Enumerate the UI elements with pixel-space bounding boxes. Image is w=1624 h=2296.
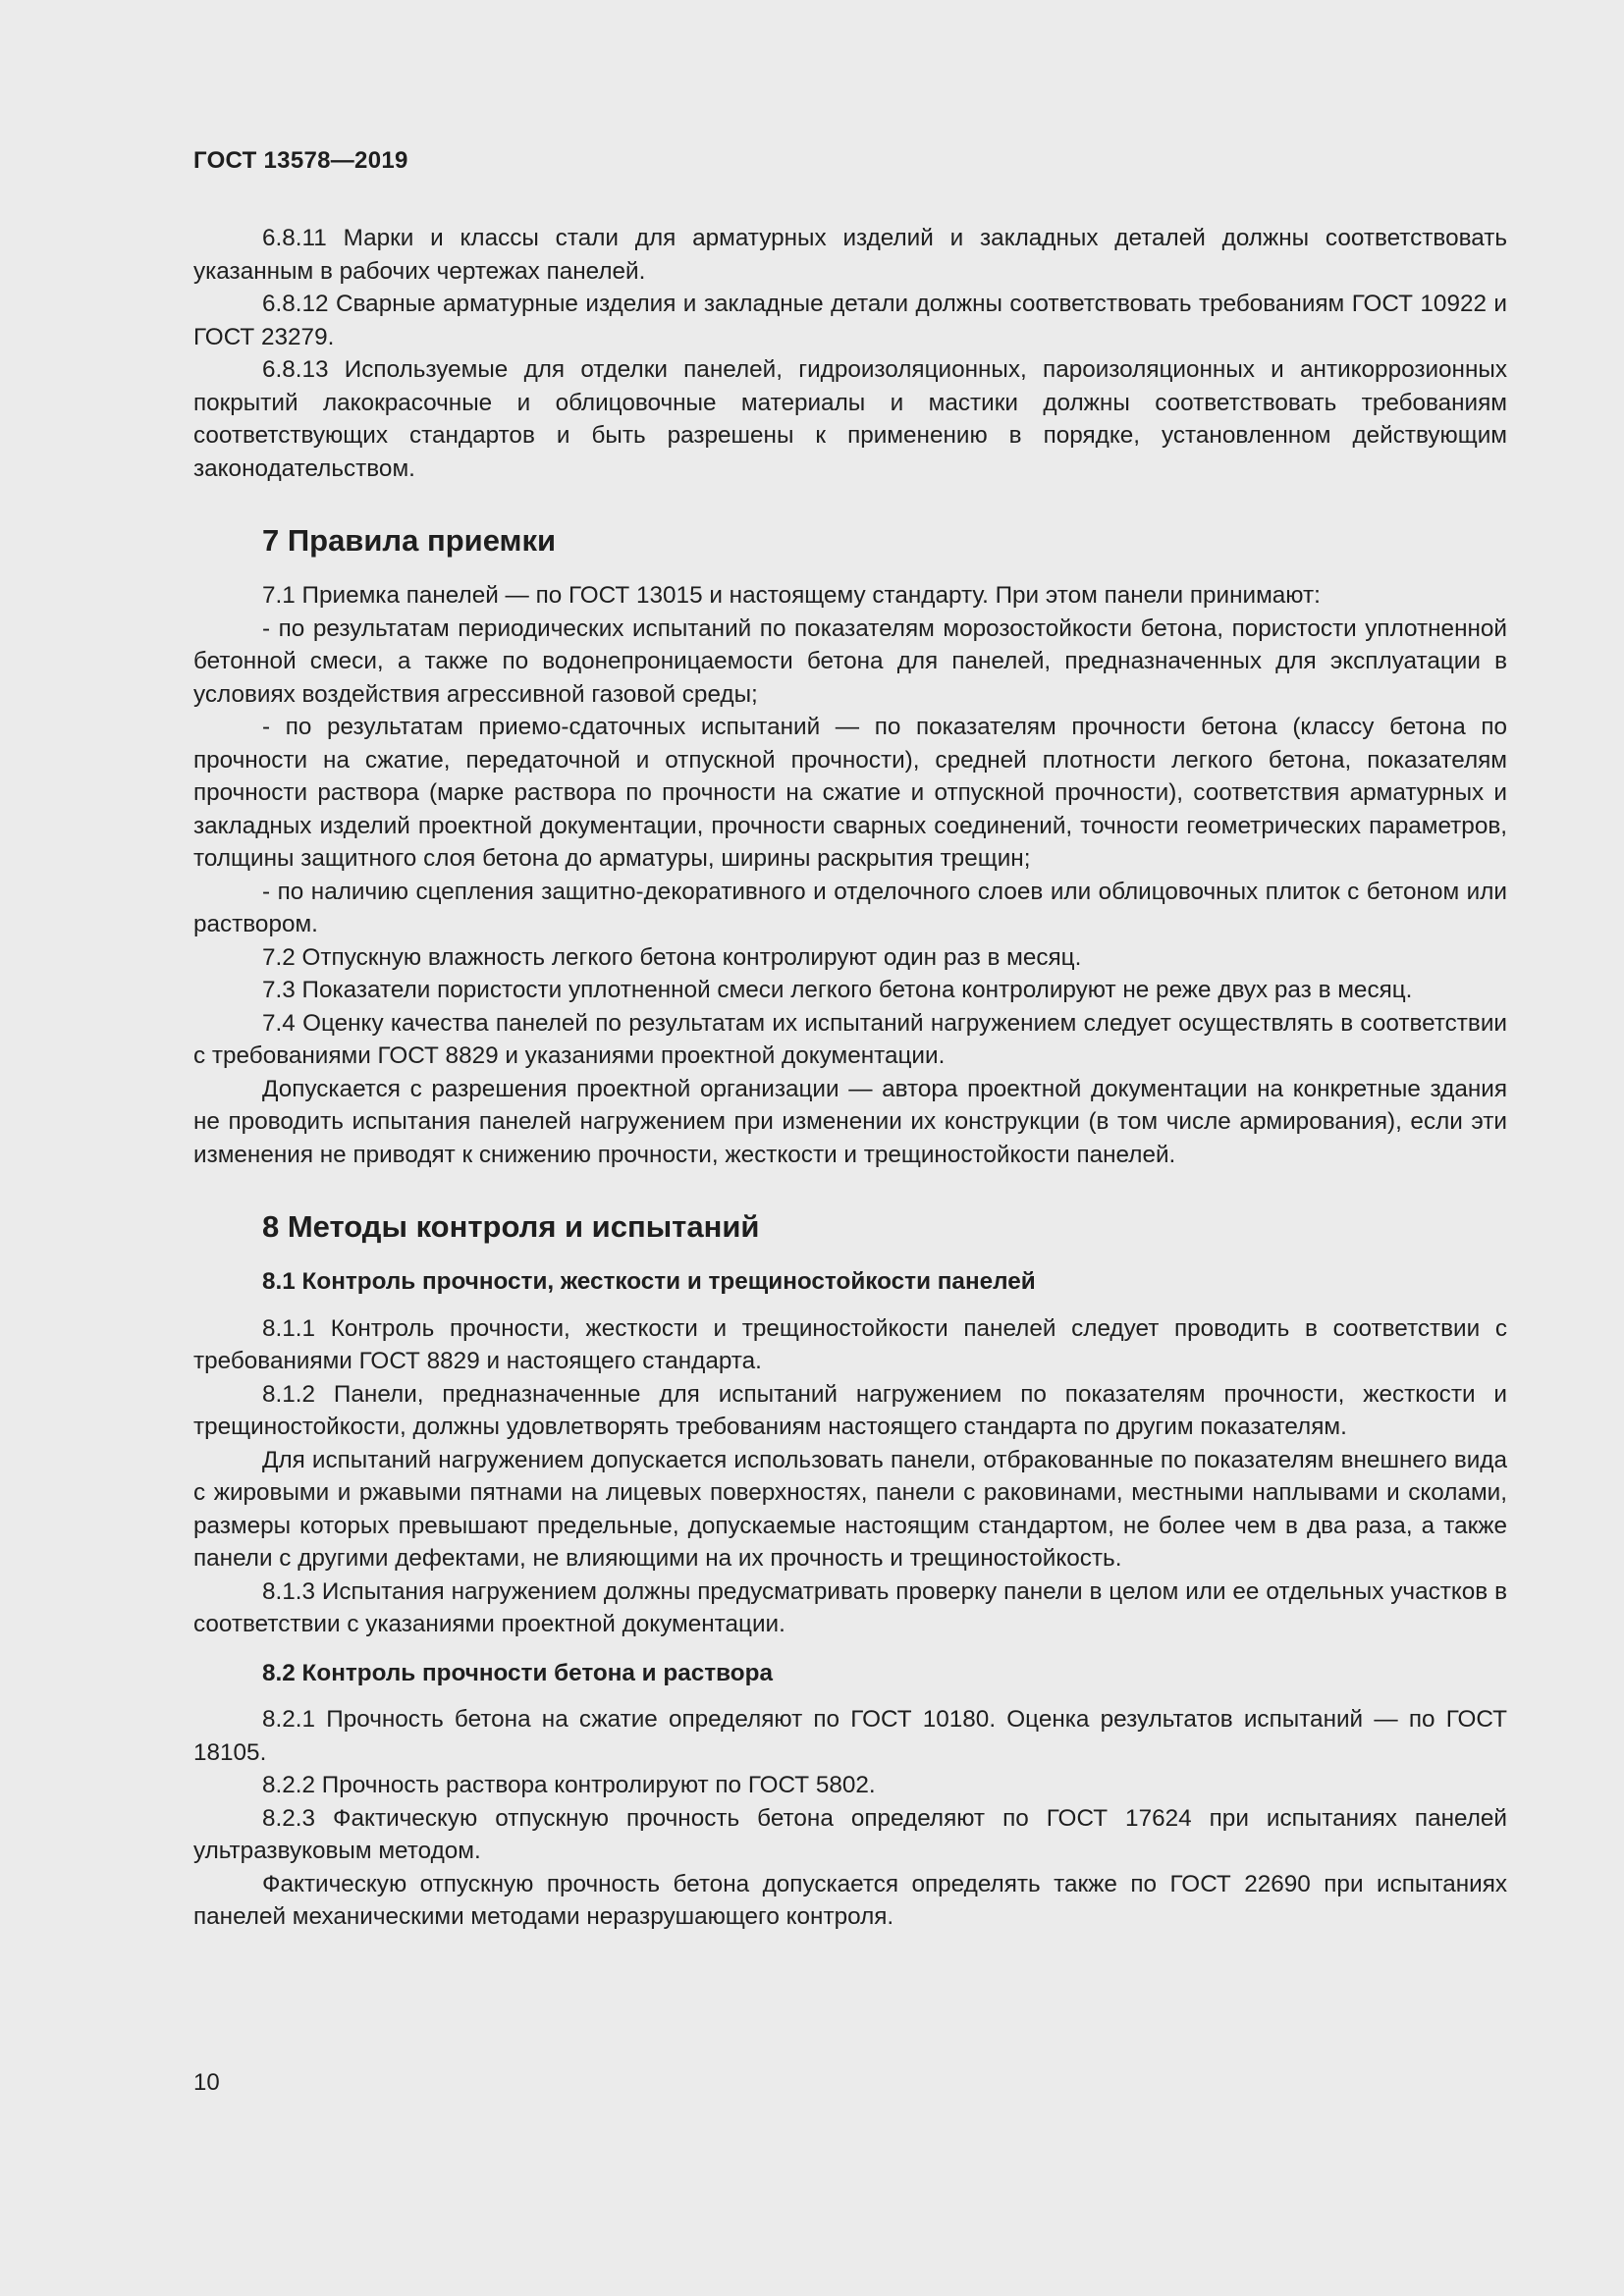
paragraph-7-3: 7.3 Показатели пористости уплотненной смеси легкого бетона контролируют не реже двух раз в месяц. <box>262 977 1413 1003</box>
section-8-heading: 8 Методы контроля и испытаний <box>262 1209 760 1244</box>
section-8-2-heading: 8.2 Контроль прочности бетона и раствора <box>262 1659 773 1686</box>
paragraph-8-1-2: 8.1.2 Панели, предназначенные для испытаний нагружением по показателям прочности, жесткости и трещиностойкости, должны удовлетворять требованиям настоящего стандарта по другим показателям. <box>193 1380 1507 1440</box>
paragraph-7-2: 7.2 Отпускную влажность легкого бетона контролируют один раз в месяц. <box>262 943 1082 971</box>
paragraph-8-2-3: 8.2.3 Фактическую отпускную прочность бетона определяют по ГОСТ 17624 при испытаниях панелей ультразвуковым методом. <box>193 1804 1507 1864</box>
paragraph-8-1-2-note: Для испытаний нагружением допускается использовать панели, отбракованные по показателям внешнего вида с жировыми и ржавыми пятнами на лицевых поверхностях, панели с раковинами, местными наплывами и сколами, размеры которых превышают предельные, допускаемые настоящим стандартом, не более чем в два раза, а также панели с другими дефектами, не влияющими на их прочность и трещиностойкость. <box>193 1446 1507 1572</box>
section-7-heading: 7 Правила приемки <box>262 523 557 558</box>
paragraph-8-2-1: 8.2.1 Прочность бетона на сжатие определяют по ГОСТ 10180. Оценка результатов испытаний — по ГОСТ 18105. <box>193 1706 1507 1766</box>
list-item-7-1-c: - по наличию сцепления защитно-декоративного и отделочного слоев или облицовочных плиток с бетоном или раствором. <box>193 878 1507 937</box>
paragraph-7-4-note: Допускается с разрешения проектной организации — автора проектной документации на конкретные здания не проводить испытания панелей нагружением при изменении их конструкции (в том числе армирования), если эти изменения не приводят к снижению прочности, жесткости и трещиностойкости панелей. <box>193 1075 1507 1168</box>
paragraph-8-2-2: 8.2.2 Прочность раствора контролируют по ГОСТ 5802. <box>262 1772 876 1798</box>
paragraph-7-1: 7.1 Приемка панелей — по ГОСТ 13015 и настоящему стандарту. При этом панели принимают: <box>262 582 1321 609</box>
page-number: 10 <box>193 2069 220 2096</box>
paragraph-8-1-1: 8.1.1 Контроль прочности, жесткости и трещиностойкости панелей следует проводить в соответствии с требованиями ГОСТ 8829 и настоящего стандарта. <box>193 1314 1507 1374</box>
paragraph-6-8-12: 6.8.12 Сварные арматурные изделия и закладные детали должны соответствовать требованиям ГОСТ 10922 и ГОСТ 23279. <box>193 291 1507 350</box>
document-header: ГОСТ 13578—2019 <box>193 147 408 174</box>
paragraph-6-8-13: 6.8.13 Используемые для отделки панелей, гидроизоляционных, пароизоляционных и антикоррозионных покрытий лакокрасочные и облицовочные материалы и мастики должны соответствовать требованиям соответствующих стандартов и быть разрешены к применению в порядке, установленном действующим законодательством. <box>193 356 1507 482</box>
paragraph-8-1-3: 8.1.3 Испытания нагружением должны предусматривать проверку панели в целом или ее отдельных участков в соответствии с указаниями проектной документации. <box>193 1577 1507 1637</box>
document-body <box>193 222 1507 1934</box>
section-8-1-heading: 8.1 Контроль прочности, жесткости и трещиностойкости панелей <box>262 1268 1036 1295</box>
paragraph-8-2-3-note: Фактическую отпускную прочность бетона допускается определять также по ГОСТ 22690 при испытаниях панелей механическими методами неразрушающего контроля. <box>193 1870 1507 1930</box>
paragraph-6-8-11: 6.8.11 Марки и классы стали для арматурных изделий и закладных деталей должны соответствовать указанным в рабочих чертежах панелей. <box>193 225 1507 285</box>
paragraph-7-4: 7.4 Оценку качества панелей по результатам их испытаний нагружением следует осуществлять в соответствии с требованиями ГОСТ 8829 и указаниями проектной документации. <box>193 1009 1507 1069</box>
list-item-7-1-a: - по результатам периодических испытаний по показателям морозостойкости бетона, пористости уплотненной бетонной смеси, а также по водонепроницаемости бетона для панелей, предназначенных для эксплуатации в условиях воздействия агрессивной газовой среды; <box>193 614 1507 708</box>
list-item-7-1-b: - по результатам приемо-сдаточных испытаний — по показателям прочности бетона (классу бетона по прочности на сжатие, передаточной и отпускной прочности), средней плотности легкого бетона, показателям прочности раствора (марке раствора по прочности на сжатие и отпускной прочности), соответствия арматурных и закладных изделий проектной документации, прочности сварных соединений, точности геометрических параметров, толщины защитного слоя бетона до арматуры, ширины раскрытия трещин; <box>193 714 1507 872</box>
